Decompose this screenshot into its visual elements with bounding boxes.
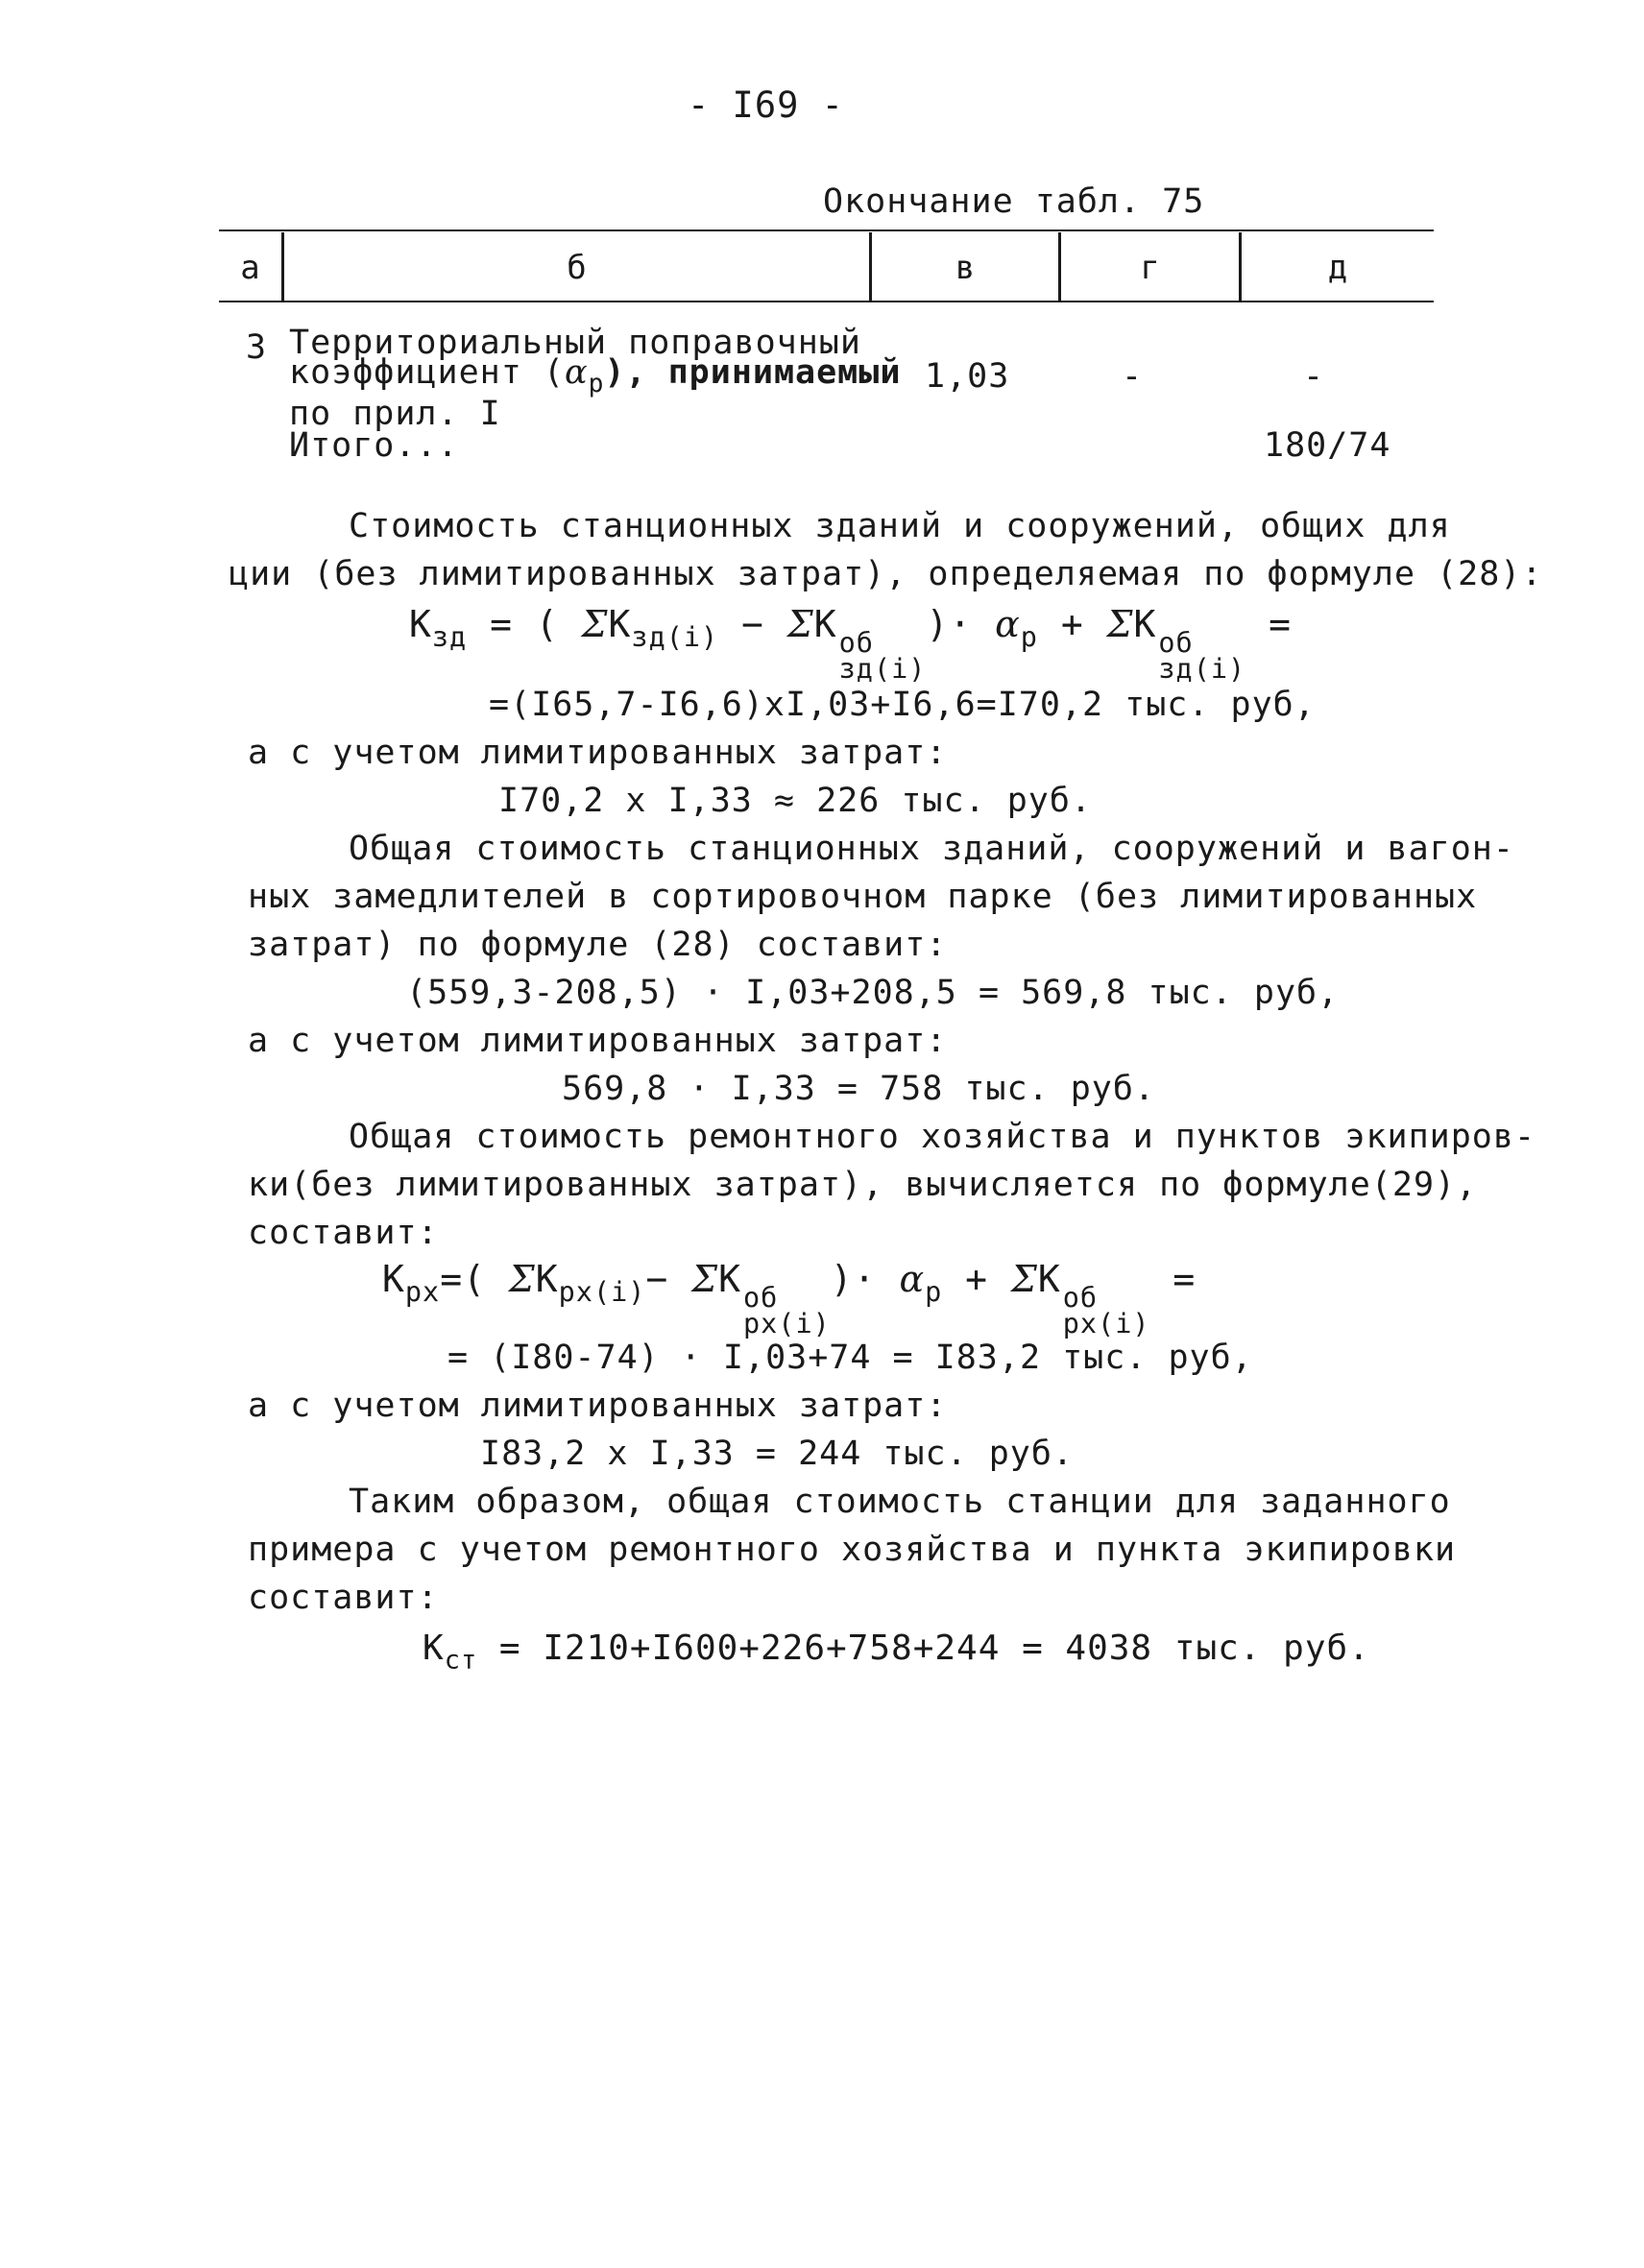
formula-supsub <box>1062 1281 1150 1339</box>
table-top-rule <box>219 229 1434 231</box>
formula-operator: = <box>1173 1258 1197 1300</box>
formula-subscript: р <box>1020 620 1038 653</box>
formula-k-zd <box>409 603 1292 685</box>
row-value-v: 1,03 <box>925 357 1010 396</box>
sigma-symbol: Σ <box>1010 1258 1038 1300</box>
formula-symbol: К <box>1133 603 1157 645</box>
formula-subscript: зд(i) <box>838 652 927 685</box>
formula-operator: )· <box>926 603 973 645</box>
total-value: 180/74 <box>1264 426 1391 465</box>
table-header-g: г <box>1140 249 1160 287</box>
paragraph-line: а с учетом лимитированных затрат: <box>248 734 948 772</box>
formula-subscript: р <box>925 1275 943 1308</box>
formula-symbol: К <box>382 1258 405 1300</box>
formula-supsub <box>1158 626 1246 685</box>
row-value-g: - <box>1122 357 1144 396</box>
formula-symbol: К <box>718 1258 741 1300</box>
row-desc-text: коэффициент ( <box>289 353 565 392</box>
formula-k-rx <box>382 1258 1196 1337</box>
formula-symbol: К <box>813 603 837 645</box>
formula-superscript: об <box>742 1281 779 1314</box>
paragraph-line: составит: <box>248 1579 439 1617</box>
formula-symbol: К <box>1037 1258 1061 1300</box>
formula-subscript: зд(i) <box>631 620 719 653</box>
row-desc-line <box>289 353 902 399</box>
row-desc-line: по прил. I <box>289 395 501 434</box>
formula-operator: − <box>645 1258 669 1300</box>
table-header-d: д <box>1327 249 1348 287</box>
paragraph-line: Таким образом, общая стоимость станции для заданного <box>349 1483 1451 1521</box>
formula-operator: + <box>1060 603 1084 645</box>
paragraph-line: Общая стоимость станционных зданий, сооружений и вагон- <box>349 830 1514 868</box>
formula-operator: )· <box>830 1258 877 1300</box>
table-header-a: а <box>240 249 260 287</box>
formula-total: I83,2 x I,33 = 244 тыс. руб. <box>480 1435 1075 1473</box>
row-number: 3 <box>246 328 268 367</box>
sigma-symbol: Σ <box>1106 603 1134 645</box>
formula-subscript: рх <box>404 1275 441 1308</box>
formula-k-st <box>423 1629 1370 1675</box>
table-header-b: б <box>567 249 587 287</box>
formula-operator: − <box>741 603 764 645</box>
sigma-symbol: Σ <box>786 603 814 645</box>
alpha-symbol: α <box>995 603 1021 645</box>
total-label: Итого... <box>289 426 459 465</box>
formula-subscript: рх(i) <box>742 1307 831 1339</box>
paragraph-line: составит: <box>248 1214 439 1252</box>
table-caption: Окончание табл. 75 <box>823 182 1205 221</box>
paragraph-line: Общая стоимость ремонтного хозяйства и пунктов экипиров- <box>349 1118 1536 1156</box>
formula-symbol: К <box>608 603 632 645</box>
paragraph-line: Стоимость станционных зданий и сооружений, общих для <box>349 507 1451 545</box>
formula-operator: + <box>965 1258 989 1300</box>
paragraph-line: а с учетом лимитированных затрат: <box>248 1022 948 1060</box>
formula-symbol: К <box>423 1629 445 1668</box>
page-number: - I69 - <box>688 84 844 126</box>
row-desc-text: ), принимаемый <box>604 353 902 392</box>
formula-total: I70,2 x I,33 ≈ 226 тыс. руб. <box>498 782 1093 820</box>
formula-subscript: рх(i) <box>1062 1307 1150 1339</box>
formula-subscript: рх(i) <box>558 1275 646 1308</box>
formula-symbol: К <box>535 1258 559 1300</box>
formula-operator: = <box>1269 603 1292 645</box>
formula-symbol: К <box>409 603 432 645</box>
formula-total: 569,8 · I,33 = 758 тыс. руб. <box>562 1070 1156 1108</box>
row-desc-line: Территориальный поправочный <box>289 324 861 362</box>
formula-superscript: об <box>838 626 874 659</box>
formula-operator: = ( <box>490 603 559 645</box>
paragraph-line: ных замедлителей в сортировочном парке (без лимитированных <box>248 878 1478 916</box>
paragraph-line: а с учетом лимитированных затрат: <box>248 1387 948 1425</box>
paragraph-line: ции (без лимитированных затрат), определяемая по формуле (28): <box>229 555 1543 593</box>
table-header-v: в <box>955 249 976 287</box>
formula-superscript: об <box>1158 626 1194 659</box>
paragraph-line: ки(без лимитированных затрат), вычисляется по формуле(29), <box>248 1166 1478 1204</box>
paragraph-line: примера с учетом ремонтного хозяйства и пункта экипировки <box>248 1531 1457 1569</box>
formula-supsub <box>838 626 927 685</box>
formula-calc: = (I80-74) · I,03+74 = I83,2 тыс. руб, <box>447 1339 1253 1377</box>
formula-expression: = I210+I600+226+758+244 = 4038 тыс. руб. <box>498 1629 1370 1668</box>
formula-calc: =(I65,7-I6,6)xI,03+I6,6=I70,2 тыс. руб, <box>489 686 1316 724</box>
formula-operator: =( <box>440 1258 486 1300</box>
alpha-subscript: р <box>588 370 605 399</box>
formula-subscript: ст <box>444 1645 478 1676</box>
sigma-symbol: Σ <box>581 603 609 645</box>
sigma-symbol: Σ <box>691 1258 719 1300</box>
paragraph-line: затрат) по формуле (28) составит: <box>248 926 948 964</box>
formula-supsub <box>742 1281 831 1339</box>
alpha-symbol: α <box>564 353 589 392</box>
formula-calc: (559,3-208,5) · I,03+208,5 = 569,8 тыс. руб, <box>406 974 1340 1012</box>
formula-subscript: зд(i) <box>1158 652 1246 685</box>
alpha-symbol: α <box>899 1258 926 1300</box>
row-value-d: - <box>1303 357 1325 396</box>
formula-subscript: зд <box>431 620 468 653</box>
row-description <box>289 324 902 434</box>
sigma-symbol: Σ <box>508 1258 536 1300</box>
formula-superscript: об <box>1062 1281 1099 1314</box>
